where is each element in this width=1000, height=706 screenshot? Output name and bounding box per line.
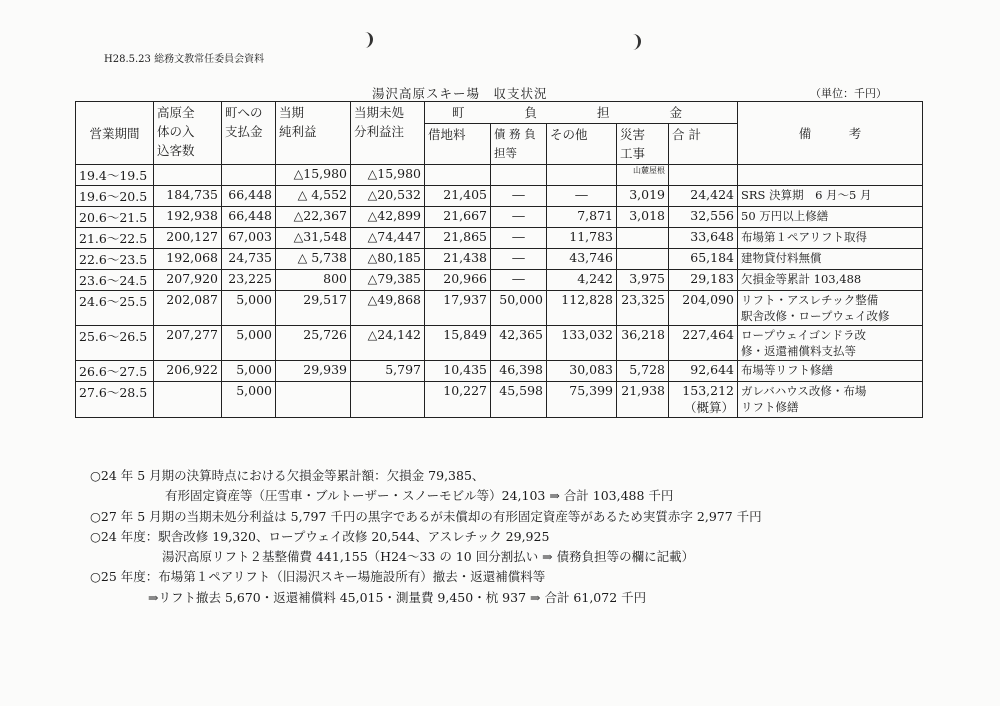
table-row: 23.6～24.5 207,920 23,225 800 △79,385 20,966 ― 4,242 3,975 29,183 欠損金等累計 103,488 xyxy=(76,270,923,291)
header-visitors: 高原全 体の入 込客数 xyxy=(154,102,222,165)
note-line: ○24 年度：駅舎改修 19,320、ロープウェイ改修 20,544、アスレチック 29,925 xyxy=(90,528,550,544)
header-debt: 債 務 負 担等 xyxy=(491,124,547,165)
note-line: 有形固定資産等（圧雪車・ブルトーザー・スノーモビル等）24,103 ⇒ 合計 103,488 千円 xyxy=(165,488,674,504)
table-row: 20.6～21.5 192,938 66,448 △22,367 △42,899 21,667 ― 7,871 3,018 32,556 50 万円以上修繕 xyxy=(76,207,923,228)
total-estimate-note: （概算） xyxy=(683,400,734,415)
table-row: 26.6～27.5 206,922 5,000 29,939 5,797 10,435 46,398 30,083 5,728 92,644 布場等リフト修繕 xyxy=(76,361,923,382)
note-line: ○27 年 5 月期の当期未処分利益は 5,797 千円の黒字であるが未償却の有形固定資産等があるため実質赤字 2,977 千円 xyxy=(90,508,762,524)
notes-section xyxy=(90,466,762,608)
header-period: 営業期間 xyxy=(76,102,154,165)
note-line: ○25 年度：布場第１ペアリフト（旧湯沢スキー場施設所有）撤去・返還補償料等 xyxy=(90,569,546,585)
table-row: 24.6～25.5 202,087 5,000 29,517 △49,868 17,937 50,000 112,828 23,325 204,090 リフト・アスレチック整備 駅舎改修・ロープウェイ改修 xyxy=(76,291,923,326)
note-line: 湯沢高原リフト２基整備費 441,155（H24～33 の 10 回分割払い ⇒ 債務負担等の欄に記載） xyxy=(162,549,695,565)
header-profit: 当期 純利益 xyxy=(276,102,351,165)
header-total: 合 計 xyxy=(669,124,738,165)
table-row: 22.6～23.5 192,068 24,735 △ 5,738 △80,185 21,438 ― 43,746 65,184 建物貸付料無償 xyxy=(76,249,923,270)
table-row: 19.6～20.5 184,735 66,448 △ 4,552 △20,532 21,405 ― ― 3,019 24,424 SRS 決算期 6 月～5 月 xyxy=(76,186,923,207)
table-row: 25.6～26.5 207,277 5,000 25,726 △24,142 15,849 42,365 133,032 36,218 227,464 ロープウェイゴンドラ改 修・返還補償料支払等 xyxy=(76,326,923,361)
note-line: ⇒リフト撤去 5,670・返還補償料 45,015・測量費 9,450・杭 937 ⇒ 合計 61,072 千円 xyxy=(148,589,647,605)
header-row xyxy=(76,102,923,124)
header-remarks: 備 考 xyxy=(738,102,923,165)
note-line: ○24 年 5 月期の決算時点における欠損金等累計額：欠損金 79,385、 xyxy=(90,468,485,483)
header-disaster: 災害 工事 xyxy=(617,124,669,165)
table-title: 湯沢高原スキー場 収支状況 xyxy=(372,86,548,101)
punch-hole-mark xyxy=(628,33,641,50)
document-label: H28.5.23 総務文教常任委員会資料 xyxy=(104,54,265,65)
header-town-burden: 町 負 担 金 xyxy=(425,102,738,124)
disaster-note: 山麓屋根 xyxy=(633,166,665,175)
table-row: 21.6～22.5 200,127 67,003 △31,548 △74,447 21,865 ― 11,783 33,648 布場第１ペアリフト取得 xyxy=(76,228,923,249)
unit-note: （単位：千円） xyxy=(810,87,887,100)
table-row: 27.6～28.5 5,000 10,227 45,598 75,399 21,938 153,212 （概算） ガレバハウス改修・布場 リフト修繕 xyxy=(76,382,923,418)
header-payment: 町への 支払金 xyxy=(222,102,276,165)
header-rent: 借地料 xyxy=(425,124,491,165)
table-row: 19.4～19.5 △15,980 △15,980 山麓屋根 xyxy=(76,165,923,186)
revenue-expense-table xyxy=(75,101,923,418)
header-retained: 当期未処 分利益注 xyxy=(351,102,425,165)
header-other: その他 xyxy=(547,124,617,165)
punch-hole-mark xyxy=(360,31,373,48)
